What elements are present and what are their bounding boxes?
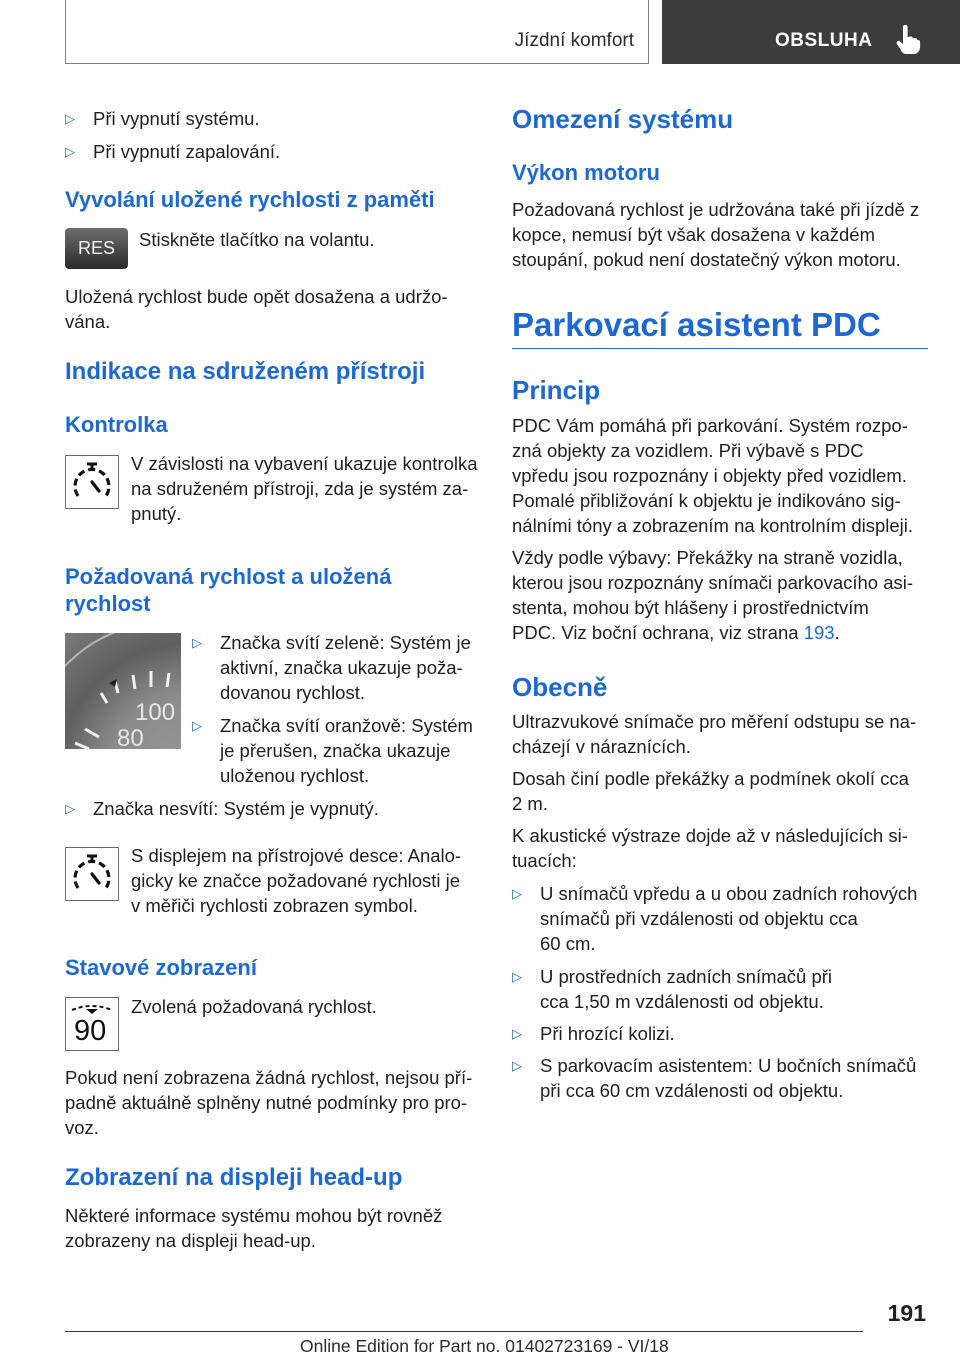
hud-text-line: zobrazeny na displeji head-up. xyxy=(65,1230,316,1251)
heading-engine-power: Výkon motoru xyxy=(512,160,660,185)
engine-text-line: Požadovaná rychlost je udržována také při jízdě z xyxy=(512,199,920,220)
list-item-cont: snímačů při vzdálenosti od objektu cca xyxy=(540,908,858,929)
analog-text-line: S displejem na přístrojové desce: Analo- xyxy=(131,845,462,866)
page-number: 191 xyxy=(887,1300,926,1326)
section-tab-label: Jízdní komfort xyxy=(514,30,634,51)
principle-text-line: nálními tóny a zobrazením na kontrolním displeji. xyxy=(512,515,914,536)
hand-pointer-icon xyxy=(895,25,921,55)
heading-pdc: Parkovací asistent PDC xyxy=(512,306,881,343)
cruise-control-icon xyxy=(65,455,119,509)
equipment-text-line: Vždy podle výbavy: Překážky na straně vozidla, xyxy=(512,547,903,568)
range-text-line: 2 m. xyxy=(512,793,548,814)
list-item: ▷ Značka nesvítí: Systém je vypnutý. xyxy=(65,796,379,821)
general-text-line: cházejí v náraznících. xyxy=(512,736,691,757)
engine-text-line: stoupání, pokud není dostatečný výkon motoru. xyxy=(512,249,901,270)
cruise-control-icon-analog xyxy=(65,847,119,901)
heading-desired-speed: Požadovaná rychlost a uložená xyxy=(65,564,392,589)
analog-text-line: gicky ke značce požadované rychlosti je xyxy=(131,870,461,891)
list-item-cont: 60 cm. xyxy=(540,933,596,954)
engine-text-line: kopce, nemusí být však dosažena v každém xyxy=(512,224,875,245)
gauge-label-80: 80 xyxy=(117,725,144,749)
footer-edition: Online Edition for Part no. 01402723169 - VI/18 xyxy=(300,1336,669,1356)
heading-system-limits: Omezení systému xyxy=(512,104,734,134)
general-text-line: Ultrazvukové snímače pro měření odstupu se na- xyxy=(512,711,917,732)
indicator-text-line: pnutý. xyxy=(131,503,182,524)
speed-90-number: 90 xyxy=(74,1015,107,1047)
analog-text-line: v měřiči rychlosti zobrazen symbol. xyxy=(131,895,418,916)
indicator-text-line: V závislosti na vybavení ukazuje kontrolka xyxy=(131,453,478,474)
heading-recall-speed: Vyvolání uložené rychlosti z paměti xyxy=(65,187,435,212)
hud-text-line: Některé informace systému mohou být rovněž xyxy=(65,1205,443,1226)
indicator-text-line: na sdruženém přístroji, zda je systém za- xyxy=(131,478,469,499)
status-note-line: Pokud není zobrazena žádná rychlost, nejsou pří- xyxy=(65,1067,473,1088)
warning-text-line: K akustické výstraze dojde až v následujících si- xyxy=(512,825,908,846)
list-item: ▷ Při vypnutí zapalování. xyxy=(65,139,280,164)
list-item: ▷ Značka svítí zeleně: Systém je xyxy=(192,630,471,655)
res-button-icon xyxy=(65,228,128,269)
heading-status-display: Stavové zobrazení xyxy=(65,955,257,980)
principle-text-line: PDC Vám pomáhá při parkování. Systém rozpo- xyxy=(512,415,908,436)
list-item-cont: cca 1,50 m vzdálenosti od objektu. xyxy=(540,991,824,1012)
list-item: ▷ U snímačů vpředu a u obou zadních rohových xyxy=(512,881,917,906)
speed-90-icon xyxy=(65,997,119,1051)
status-note-line: voz. xyxy=(65,1117,99,1138)
recall-result-line: Uložená rychlost bude opět dosažena a udržo- xyxy=(65,286,448,307)
footer-rule xyxy=(65,1331,863,1332)
page-link-193[interactable]: 193 xyxy=(803,622,835,643)
section-tab xyxy=(65,0,649,64)
principle-text-line: zná objekty za vozidlem. Při výbavě s PDC xyxy=(512,440,864,461)
heading-principle: Princip xyxy=(512,375,601,405)
heading-general: Obecně xyxy=(512,672,608,702)
heading-head-up-display: Zobrazení na displeji head-up xyxy=(65,1164,403,1191)
heading-cluster-display: Indikace na sdruženém přístroji xyxy=(65,358,426,385)
status-note-line: padně aktuálně splněny nutné podmínky pro pro- xyxy=(65,1092,468,1113)
status-text: Zvolená požadovaná rychlost. xyxy=(131,996,377,1017)
list-item-cont: je přerušen, značka ukazuje xyxy=(220,740,451,761)
principle-text-line: vpředu jsou rozpoznány i objekty před vozidlem. xyxy=(512,465,907,486)
list-item: ▷ S parkovacím asistentem: U bočních snímačů xyxy=(512,1053,916,1078)
speedometer-image xyxy=(65,633,181,749)
list-item: ▷ Značka svítí oranžově: Systém xyxy=(192,713,473,738)
res-label: RES xyxy=(77,238,115,258)
recall-result-line: vána. xyxy=(65,311,111,332)
equipment-text-line: kterou jsou rozpoznány snímači parkovacího asi- xyxy=(512,572,914,593)
equipment-text-line: PDC. Viz boční ochrana, viz strana 193. xyxy=(512,622,840,643)
heading-indicator: Kontrolka xyxy=(65,412,168,437)
list-item-cont: uloženou rychlost. xyxy=(220,765,370,786)
list-item-cont: aktivní, značka ukazuje poža- xyxy=(220,657,463,678)
range-text-line: Dosah činí podle překážky a podmínek okolí cca xyxy=(512,768,909,789)
gauge-label-100: 100 xyxy=(135,699,176,726)
list-item: ▷ U prostředních zadních snímačů při xyxy=(512,964,832,989)
principle-text-line: Pomalé přibližování k objektu je indikováno sig- xyxy=(512,490,901,511)
heading-desired-speed-2: rychlost xyxy=(65,591,151,616)
chapter-label: OBSLUHA xyxy=(775,30,873,51)
list-item-cont: dovanou rychlost. xyxy=(220,682,366,703)
list-item: ▷ Při hrozící kolizi. xyxy=(512,1021,675,1046)
list-item-cont: při cca 60 cm vzdálenosti od objektu. xyxy=(540,1080,844,1101)
equipment-text-line: stenta, mohou být hlášeny i prostřednictvím xyxy=(512,597,869,618)
warning-text-line: tuacích: xyxy=(512,850,577,871)
heading-rule xyxy=(512,348,928,349)
recall-text: Stiskněte tlačítko na volantu. xyxy=(139,229,375,250)
list-item: ▷ Při vypnutí systému. xyxy=(65,106,260,131)
